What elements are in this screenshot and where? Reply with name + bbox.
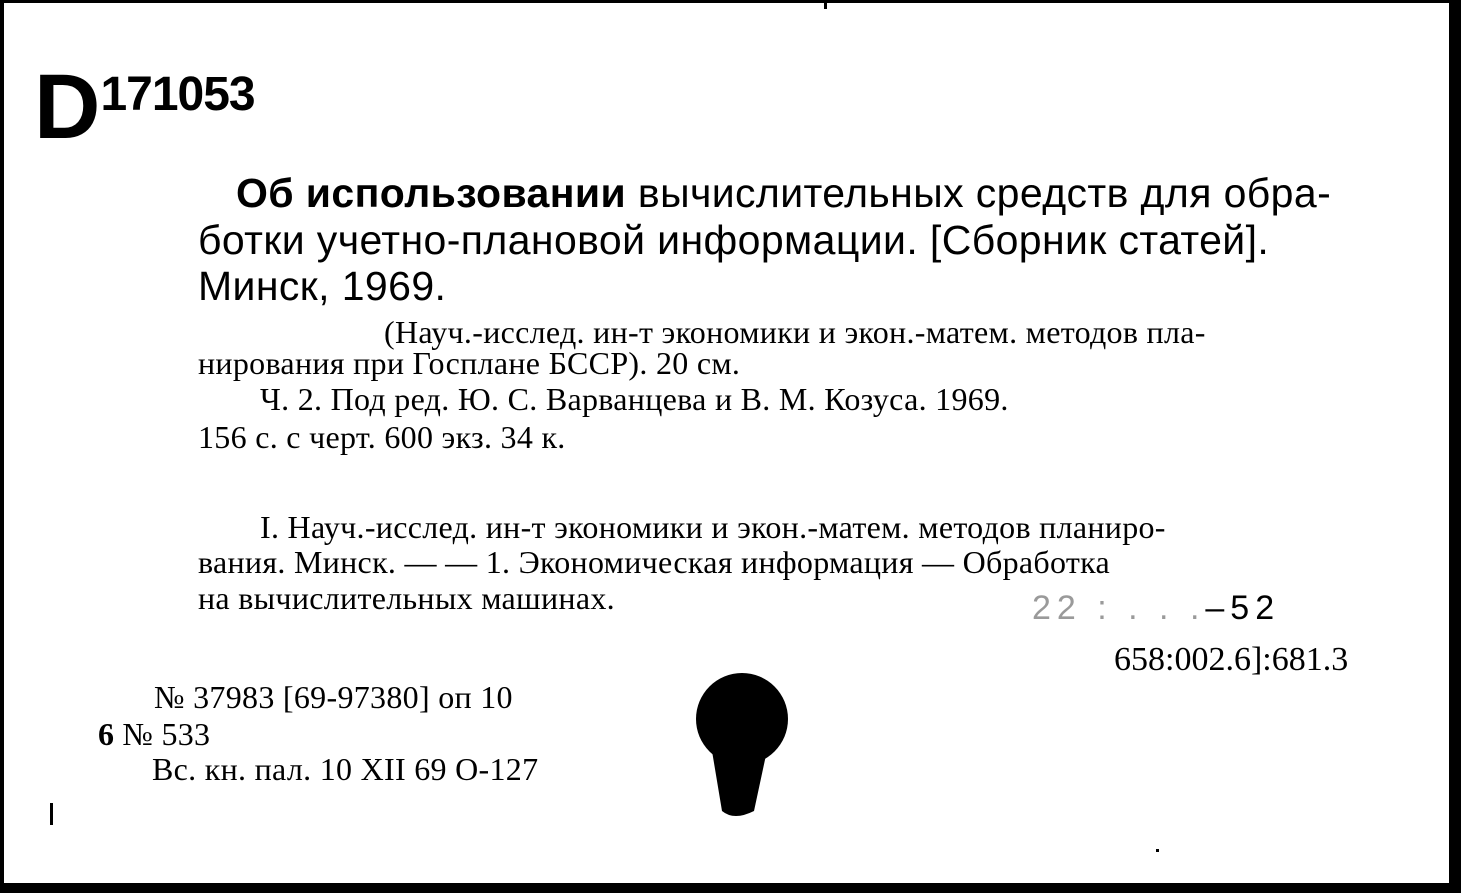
subjects-line-3: на вычислительных машинах. xyxy=(198,580,615,616)
faint-stamp-text: 22 : . . . xyxy=(1032,589,1206,627)
title-line-3: Минск, 1969. xyxy=(198,263,447,309)
left-margin-mark xyxy=(50,803,53,825)
title-line-2: ботки учетно-плановой информации. [Сборник статей]. xyxy=(198,217,1270,263)
subjects-line-1: I. Науч.-исслед. ин-т экономики и экон.-матем. методов планиро- xyxy=(260,509,1166,545)
footer-line-2-text: № 533 xyxy=(122,716,211,752)
footer-line-2 xyxy=(98,718,210,750)
footer-line-2-prefix: 6 xyxy=(98,716,115,752)
footer-line-3: Вс. кн. пал. 10 XII 69 О-127 xyxy=(152,751,539,787)
punch-hole xyxy=(694,671,794,821)
title-line-1 xyxy=(236,170,1332,216)
footer-line-1: № 37983 [69-97380] оп 10 xyxy=(154,679,513,715)
udc-code: 658:002.6]:681.3 xyxy=(1114,641,1349,678)
catalog-number xyxy=(34,56,255,158)
stamp-end: –52 xyxy=(1205,589,1281,627)
top-edge-mark xyxy=(824,3,827,9)
details-line-3: Ч. 2. Под ред. Ю. С. Варванцева и В. М. Козуса. 1969. xyxy=(260,381,1009,417)
details-line-1: (Науч.-исслед. ин-т экономики и экон.-матем. методов пла- xyxy=(384,314,1206,350)
subjects-line-2: вания. Минск. — — 1. Экономическая информация — Обработка xyxy=(198,544,1111,580)
catalog-number-digits: 171053 xyxy=(100,68,255,121)
speck xyxy=(1156,849,1159,852)
faint-stamp xyxy=(1032,589,1280,628)
details-line-4: 156 с. с черт. 600 экз. 34 к. xyxy=(198,419,566,455)
details-line-2: нирования при Госплане БССР). 20 см. xyxy=(198,345,741,381)
title-line-1-rest: вычислительных средств для обра- xyxy=(626,170,1332,216)
title-bold-words: Об использовании xyxy=(236,170,627,216)
catalog-number-prefix: D xyxy=(34,56,101,158)
